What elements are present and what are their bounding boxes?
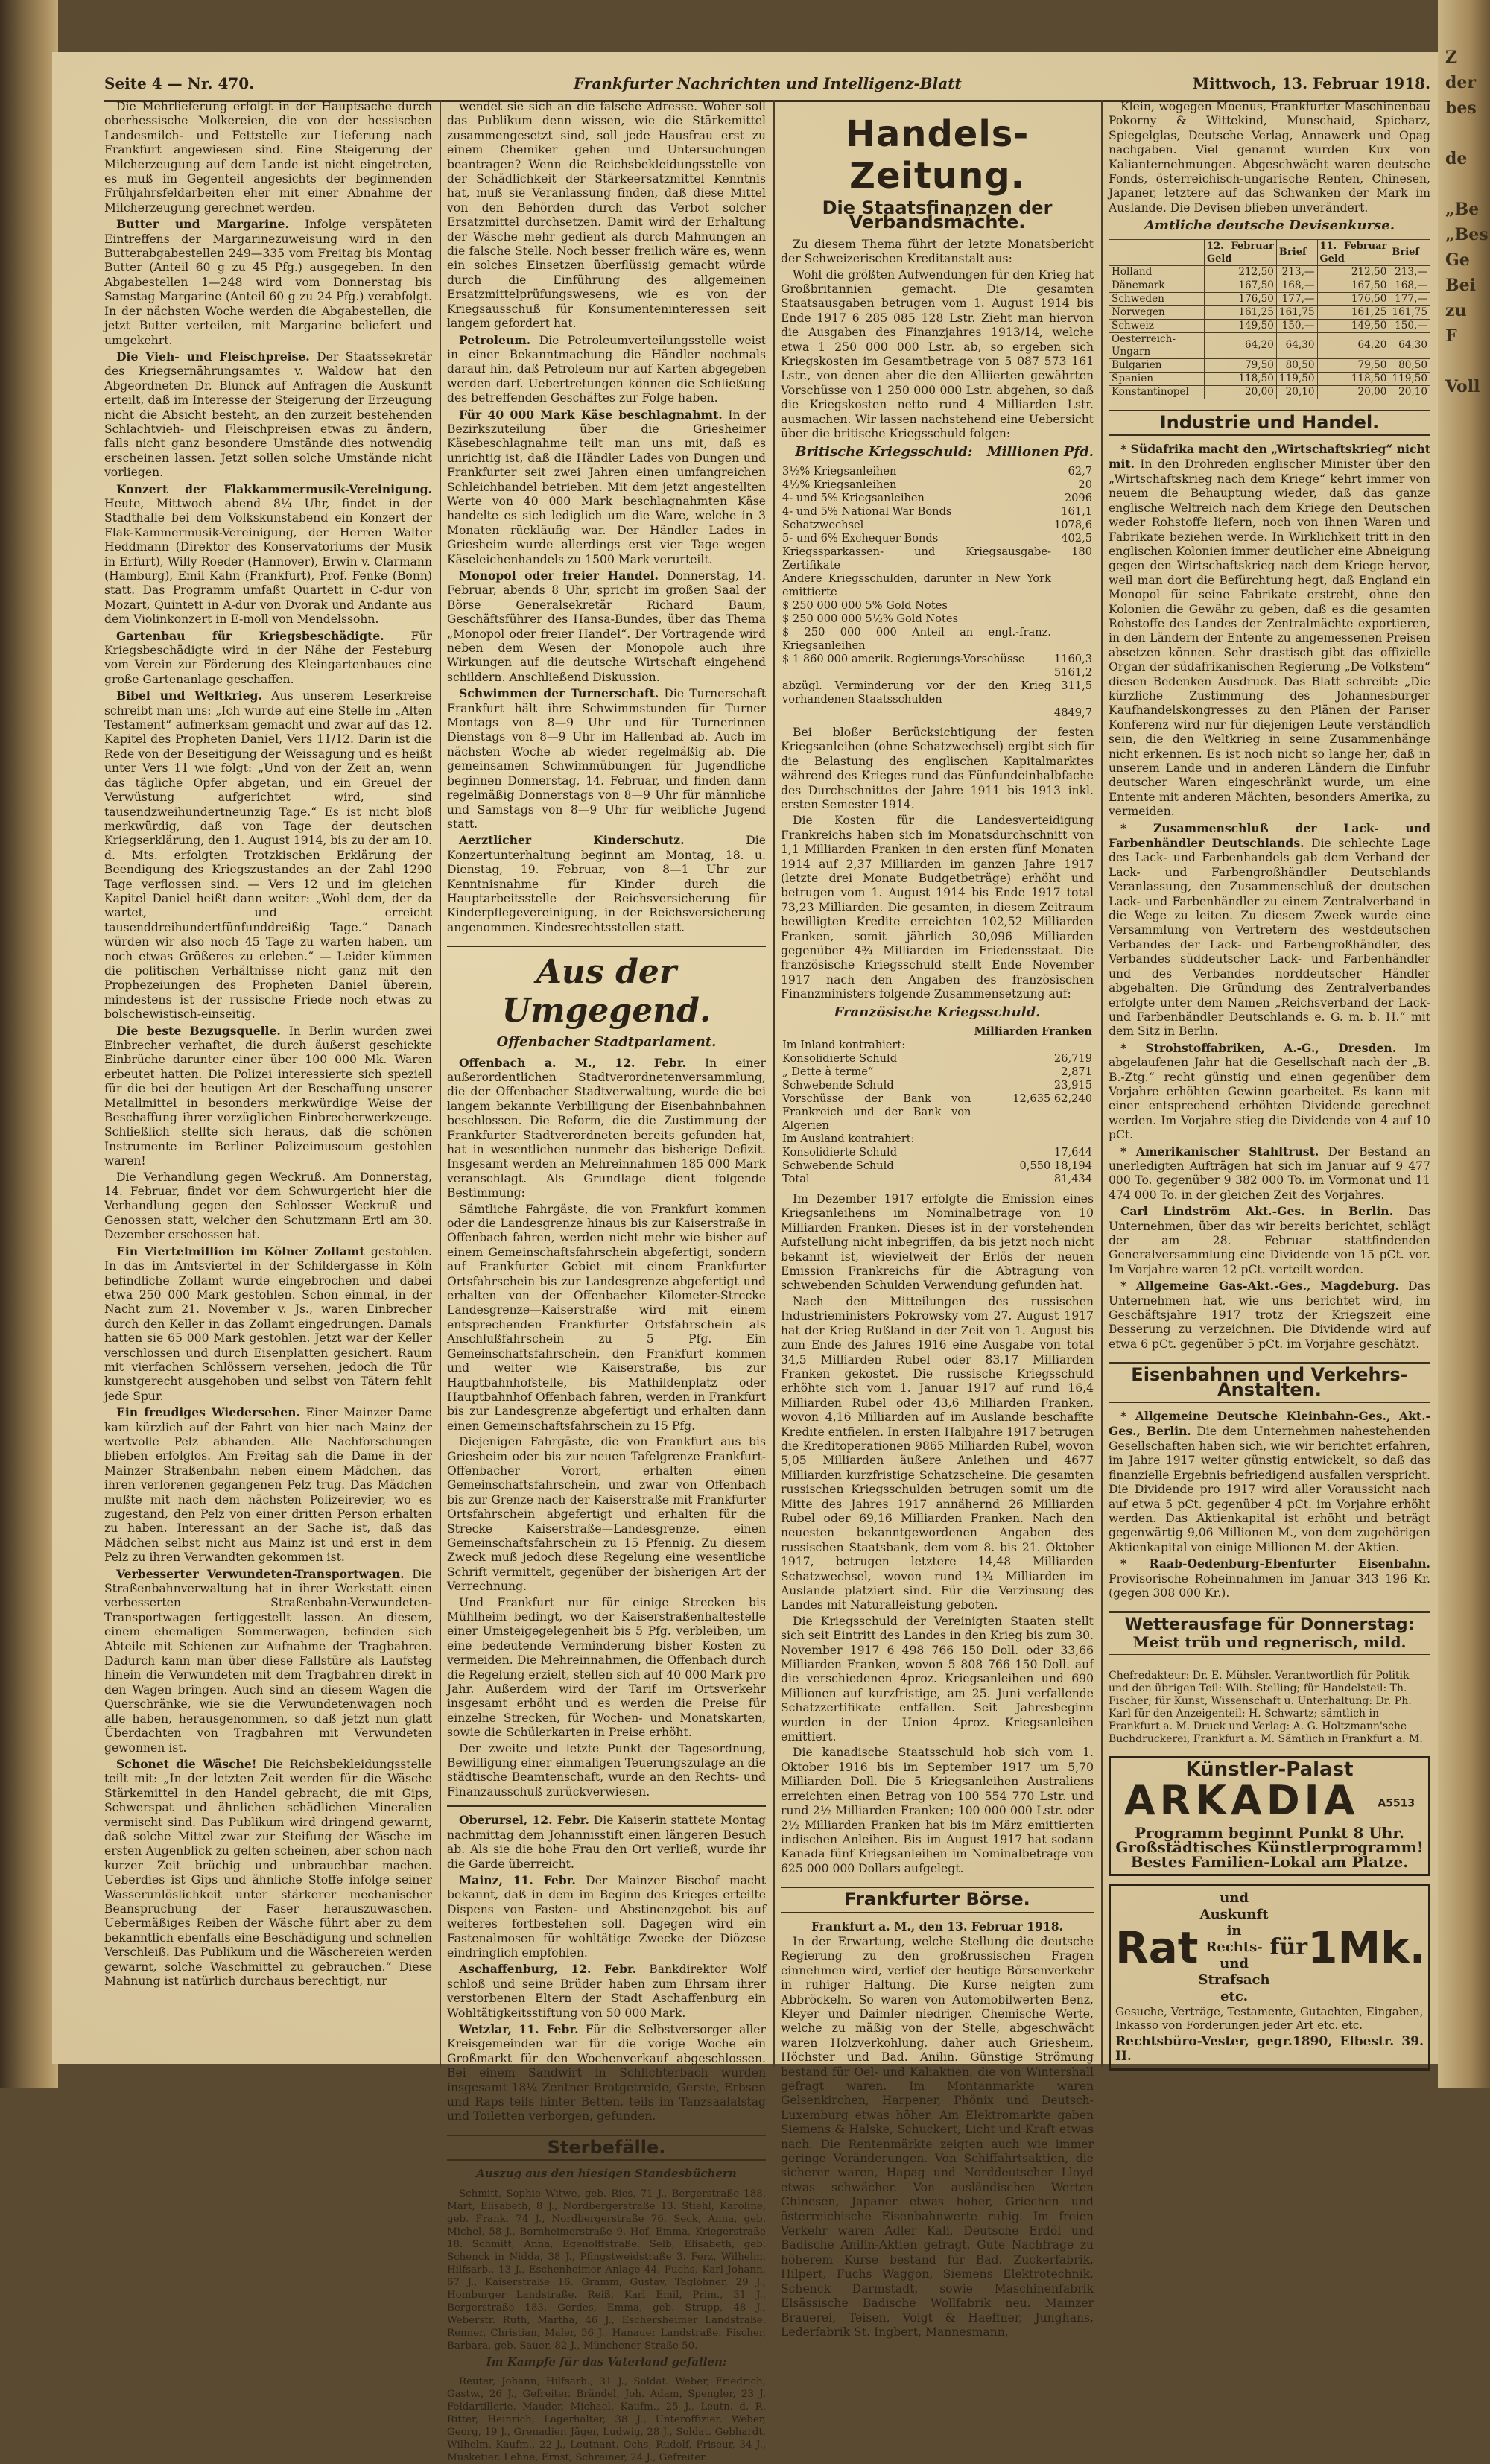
table-cell: Im Ausland kontrahiert:: [782, 1133, 915, 1146]
table-header-cell: [781, 1025, 972, 1039]
article-paragraph: Die Kosten für die Landesverteidigung Frankreichs haben sich im Monatsdurchschnitt von 1,1 Milliarden Franken in den ersten fünf Monaten 1914 auf 2,37 Milliarden im ganzen Jahre 1917 (letzte drei Monate Budgetbeträge) erhöht und betrugen vom 1. August 1914 bis Ende 1917 total 73,23 Milliarden. Die gesamten, in diesem Zeitraum bewilligten Kredite erreichten 102,52 Milliarden Franken, somit jährlich 30,096 Milliarden gegenüber 4¾ Milliarden im Friedensstaat. Die französische Kriegsschuld stellt Ende November 1917 nach den Angaben des französischen Finanzministers folgende Zusammensetzung auf:: [781, 814, 1094, 1001]
table-cell: 161,75: [1389, 305, 1430, 319]
article-paragraph: Und Frankfurt nur für einige Strecken bis Mühlheim bedingt, wo der Kaiserstraßenhaltestelle einer Umsteigegelegenheit bis 5 Pfg. verbleiben, um eine bedeutende Verminderung bisher Kosten zu vermeiden. Die Mehreinnahmen, die Offenbach durch die Regelung erzielt, stellen sich auf 40 000 Mark pro Jahr. Außerdem wird der Tarif im Ortsverkehr insgesamt erhöht und es werden die Preise für einzelne Strecken, für Wochen- und Monatskarten, sowie die Schülerkarten in Preise erhöht.: [447, 1595, 766, 1740]
adjacent-page-letters: Z der bes de „Be „Bes Ge Bei zu F Voll: [1445, 48, 1489, 396]
table-row: [781, 666, 1094, 680]
table-cell: 150,—: [1389, 319, 1430, 332]
table-row: [781, 1173, 1094, 1186]
table-cell: 26,719: [1053, 1052, 1092, 1065]
rechtsbuero-advertisement: [1109, 1884, 1430, 2071]
table-cell: 167,50: [1317, 279, 1389, 292]
column-commerce: [1109, 100, 1430, 2067]
article-headline: Die Vieh- und Fleischpreise.: [116, 349, 310, 364]
table-row: [781, 599, 1094, 612]
article-headline: Petroleum.: [459, 332, 531, 347]
article-paragraph: Monopol oder freier Handel. Donnerstag, 14. Februar, abends 8 Uhr, spricht im großen Saal der Börse Generalsekretär Richard Baum, Geschäftsführer des Hansa-Bundes, über das Thema „Monopol oder freier Handel“. Der Vortragende wird neben dem Wesen der Monopole auch ihre Wirkungen auf die deutsche Wirtschaft eingehend schildern. Anschließend Diskussion.: [447, 569, 766, 684]
adjacent-page-edge: [1438, 0, 1490, 2088]
article-paragraph: Die beste Bezugsquelle. In Berlin wurden zwei Einbrecher verhaftet, die durch äußerst geschickte Einbrüche darunter einer über 100 000 Mk. Waren erbeutet hatten. Die Polizei interessierte sich speziell für die bei der heutigen Art der Beschaffung unserer Metallmittel in besonders merkwürdige Weise der Beschaffung ihrer vorzüglichen Einbrecherwerkzeuge. Schließlich stellte sich heraus, daß die schönen Instrumente im Berliner Polizeimuseum gestohlen waren!: [104, 1023, 432, 1168]
death-notices: Schmitt, Sophie Witwe, geb. Ries, 71 J., Bergerstraße 188. Mart, Elisabeth, 8 J., Nordbergerstraße 13. Stiehl, Karoline, geb. Frank, 74 J., Nordbergerstraße 76. Seck, Anna, geb. Michel, 58 J., Bornheimerstraße 9. Hof, Emma, Kriegerstraße 18. Schmitt, Anna, Egenolffstraße. Selb, Elisabeth, geb. Schenck in Nidda, 38 J., Pfingstweidstraße 3. Ferz, Wilhelm, Hilfsarb., 13 J., Eschenheimer Anlage 44. Fuchs, Karl Johann, 67 J., Kaiserstraße 16. Gramm, Gustav, Taglöhner, 29 J., Homburger Landstraße. Reiß, Karl Emil, Prim., 31 J., Bergerstraße 183. Gerdes, Emma, geb. Strupp, 48 J., Weberstr. Ruth, Martha, 46 J., Eschersheimer Landstraße. Renner, Christian, Maler, 56 J., Hanauer Landstraße. Fischer, Barbara, geb. Sauer, 82 J., Münchener Straße 50.: [447, 2188, 766, 2351]
table-cell: $ 1 860 000 amerik. Regierungs-Vorschüsse: [782, 652, 1025, 665]
book-binding: [0, 0, 58, 2088]
table-cell: 161,25: [1317, 305, 1389, 319]
table-row: [781, 1133, 1094, 1146]
table-cell: $ 250 000 000 5½% Gold Notes: [782, 612, 958, 625]
weather-title: Wetterausfage für Donnerstag:: [1124, 1615, 1415, 1635]
table-cell: 119,50: [1276, 372, 1317, 385]
article-paragraph: Petroleum. Die Petroleumverteilungsstelle weist in einer Bekanntmachung die Händler nochmals darauf hin, daß Petroleum nur auf Karten abgegeben werden darf. Uebertretungen können die Schließung des betreffenden Geschäftes zur Folge haben.: [447, 332, 766, 405]
table-cell: Total: [782, 1173, 810, 1186]
column-local-news: [104, 100, 432, 2067]
article-paragraph: * Allgemeine Gas-Akt.-Ges., Magdeburg. Das Unternehmen hat, wie uns berichtet wird, im Geschäftsjahre 1917 trotz der Kriegszeit eine Besserung zu verzeichnen. Die Dividende wird auf etwa 6 pCt. gegenüber 5 pCt. im Vorjahre geschätzt.: [1109, 1279, 1430, 1351]
article-paragraph: Carl Lindström Akt.-Ges. in Berlin. Das Unternehmen, über das wir bereits berichtet, schlägt der am 28. Februar stattfindenden Generalversammlung eine Dividende von 15 pCt. vor. Im Vorjahre waren 12 pCt. verteilt worden.: [1109, 1204, 1430, 1276]
article-headline: Ein Viertelmillion im Kölner Zollamt: [116, 1244, 365, 1258]
table-cell: 402,5: [1061, 531, 1092, 545]
table-row: [1109, 358, 1430, 372]
table-cell: 213,—: [1389, 265, 1430, 279]
table-cell: 20,10: [1389, 385, 1430, 399]
ad-program-start: Programm beginnt Punkt 8 Uhr.: [1135, 1823, 1404, 1842]
table-cell: Vorschüsse der Bank von Frankreich und der Bank von Algerien: [782, 1092, 971, 1133]
boerse-report-continued: Klein, wogegen Moenus, Frankfurter Maschinenbau Pokorny & Wittekind, Munschaid, Spicharz, Spiegelglas, Deutsche Verlag, Annawerk und Opag nachgaben. Viel genannt wurden Kux von Kalianternehmungen. Abgeschwächt waren deutsche Fonds, österreichisch-ungarische Renten, Chinesen, Japaner, letztere auf das Schwanken der Mark im Auslande. Die Devisen blieben unverändert.: [1109, 100, 1430, 215]
article-paragraph: Die Mehrlieferung erfolgt in der Hauptsache durch oberhessische Molkereien, die von der hessischen Landesmilch- und Fettstelle zur Lieferung nach Frankfurt angewiesen sind. Eine Steigerung der Milcherzeugung auf dem Lande ist nicht eingetreten, es muß im Gegenteil angesichts der beginnenden Frühjahrsfeldarbeiten eher mit einer Abnahme der Milcherzeugung gerechnet werden.: [104, 100, 432, 215]
weather-box: [1109, 1611, 1430, 1656]
table-row: [1109, 372, 1430, 385]
table-cell: 1078,6: [1053, 518, 1092, 531]
divider: [447, 1805, 766, 1807]
table-cell: Kriegssparkassen- und Kriegsausgabe-Zertifikate: [782, 545, 1051, 571]
article-paragraph: Bei bloßer Berücksichtigung der festen Kriegsanleihen (ohne Schatzwechsel) ergibt sich für die Belastung des englischen Kapitalmarktes während des Krieges rund das Fünfundeinhalbfache des Durchschnittes der Jahre 1911 bis 1913 inkl. ersten Semester 1914.: [781, 725, 1094, 811]
boerse-report: In der Erwartung, welche Stellung die deutsche Regierung zu den großrussischen Fragen einnehmen wird, verlief der heutige Börsenverkehr in ruhiger Haltung. Die Kurse neigten zum Abbröckeln. So waren von Automobilwerten Benz, Kleyer und Daimler niedriger. Chemische Werte, welche zu mäßig von der Stelle, abgeschwächt waren Holzverkohlung, daher auch Griesheim, Höchster und Bad. Anilin. Günstige Strömung bestand für Oel- und Kaliaktien, die von Wintershall gefragt waren. Im Montanmarkte waren Gelsenkirchen, Harpener, Phönix und Deutsch-Luxemburg etwas höher. Am Elektromarkte gaben Siemens & Halske, Schuckert, Licht und Kraft etwas nach. Die Rentenmärkte zeigten auch wie immer geringe Veränderungen. Von Schiffahrtsaktien, die sicherer waren, Hapag und Norddeutscher Lloyd etwas schwächer. Von ausländischen Werten Chinesen, Japaner etwas höher, Griechen und österreichische Eisenbahnwerte ruhig. Im freien Verkehr waren Adler Kali, Deutsche Erdöl und Badische Anilin-Aktien gefragt. Gute Nachfrage zu höherem Kurse bestand für Bad. Zuckerfabrik, Hilpert, Fuchs Waggon, Siemens Elektrotechnik, Schenck Darmstadt, sowie Maschinenfabrik Elsässische Badische Wollfabrik neu. Mainzer Brauerei, Teisen, Voigt & Haeffner, Junghans, Lederfabrik St. Ingbert, Mannesmann,: [781, 1934, 1094, 2339]
devisen-table: [1109, 239, 1430, 399]
table-cell: 64,20: [1205, 332, 1277, 358]
table-cell: 176,50: [1317, 292, 1389, 305]
table-cell: [1053, 612, 1094, 626]
ad-services: Gesuche, Verträge, Testamente, Gutachten, Eingaben, Inkasso von Forderungen jeder Art etc. etc.: [1115, 2005, 1424, 2033]
table-cell: 4849,7: [1053, 706, 1092, 719]
table-row: [781, 1039, 1094, 1052]
table-row: [781, 519, 1094, 532]
table-cell: 149,50: [1317, 319, 1389, 332]
table-cell: 80,50: [1276, 358, 1317, 372]
table-cell: $ 250 000 000 Anteil an engl.-franz. Kriegsanleihen: [782, 625, 1051, 652]
table-row: [1109, 265, 1430, 279]
boerse-date: Frankfurt a. M., den 13. Februar 1918.: [811, 1919, 1063, 1933]
table-cell: Konsolidierte Schuld: [782, 1052, 898, 1065]
table-cell: Oesterreich-Ungarn: [1109, 332, 1205, 358]
table-cell: 149,50: [1205, 319, 1277, 332]
table-row: [781, 1052, 1094, 1065]
table-cell: Spanien: [1109, 372, 1205, 385]
article-paragraph: Nach den Mitteilungen des russischen Industrieministers Pokrowsky vom 27. August 1917 hat der Krieg Rußland in der Zeit von 1. August bis zum Ende des Jahres 1916 eine Ausgabe von total 34,5 Milliarden Rubel oder 83,17 Milliarden Franken gekostet. Die russische Kriegsschuld erhöhte sich vom 1. Januar 1917 auf rund 16,4 Milliarden Rubel oder 43,6 Milliarden Franken, wovon 4,16 Milliarden auf im Auslande beschaffte Kredite entfielen. In ersten Halbjahre 1917 betrugen die Kreditoperationen 9865 Milliarden Rubel, wovon 5,05 Milliarden äußere Anleihen und 4677 Milliarden kurzfristige Schatzscheine. Die gesamten russischen Kriegsschulden betrugen somit um die Mitte des Jahres 1917 annähernd 26 Milliarden Rubel oder 69,16 Milliarden Franken. Nach den neuesten bekanntgewordenen Angaben des russischen Staatsbank, dem vom 8. bis 21. Oktober 1917, betrugen letztere 14,48 Milliarden Schatzwechsel, wovon rund 1¾ Milliarden im Auslande platziert sind. Für die Verzinsung des Landes mit Naturalleistung geboten.: [781, 1294, 1094, 1612]
section-title: Aus der Umgegend.: [447, 946, 766, 1030]
article-headline: Konzert der Flakkammermusik-Vereinigung.: [116, 481, 432, 496]
table-cell: $ 250 000 000 5% Gold Notes: [782, 598, 948, 612]
article-headline: Carl Lindström Akt.-Ges. in Berlin.: [1120, 1204, 1394, 1219]
article-headline: Butter und Margarine.: [116, 217, 289, 232]
table-cell: 118,50: [1205, 372, 1277, 385]
handels-zeitung-title: Handels-Zeitung.: [845, 113, 1030, 197]
table-row: [781, 1146, 1094, 1159]
table-cell: 177,—: [1389, 292, 1430, 305]
table-row: [1109, 385, 1430, 399]
ad-fuer: für: [1269, 1934, 1308, 1961]
article-paragraph: Im Dezember 1917 erfolgte die Emission eines Kriegsanleihens im Nominalbetrage von 10 Milliarden Franken. Dieses ist in der vorstehenden Aufstellung nicht inbegriffen, da bis jetzt noch nicht bekannt ist, wievielweit der Erlös der neuen Emission Frankreichs für die Abtragung von schwebenden Schulden Verwendung gefunden hat.: [781, 1192, 1094, 1293]
table-row: [781, 706, 1094, 720]
table-cell: Schweiz: [1109, 319, 1205, 332]
table-cell: 17,644: [1053, 1146, 1092, 1159]
table-cell: 177,—: [1276, 292, 1317, 305]
table-cell: [781, 706, 1053, 720]
table-cell: 118,50: [1317, 372, 1389, 385]
table-cell: 0,550 18,194: [1019, 1159, 1092, 1173]
article-headline: * Zusammenschluß der Lack- und Farbenhändler Deutschlands.: [1109, 820, 1430, 851]
table-cell: Andere Kriegsschulden, darunter in New York emittierte: [782, 571, 1051, 598]
table-cell: 150,—: [1276, 319, 1317, 332]
table-header-cell: 12. Februar Geld: [1205, 239, 1277, 265]
table-cell: 4½% Kriegsanleihen: [782, 478, 897, 491]
section-subtitle: Offenbacher Stadtparlament.: [496, 1034, 717, 1051]
article-paragraph: Zu diesem Thema führt der letzte Monatsbericht der Schweizerischen Kreditanstalt aus:: [781, 237, 1094, 266]
staatsfinanzen-subtitle: Die Staatsfinanzen der Verbandsmächte.: [822, 197, 1053, 233]
article-headline: Aschaffenburg, 12. Febr.: [459, 1962, 637, 1977]
article-paragraph: Mainz, 11. Febr. Der Mainzer Bischof macht bekannt, daß in dem im Beginn des Krieges erteilte Dispens von Fasten- und Abstinenzgebot bis auf weiteres fortbestehen soll. Dagegen wird ein Fastenalmosen für wohltätige Zwecke der Diözese eindringlich empfohlen.: [447, 1872, 767, 1960]
article-headline: Verbesserter Verwundeten-Transportwagen.: [116, 1566, 405, 1581]
table-row: [1109, 332, 1430, 358]
table-row: [1109, 305, 1430, 319]
table-cell: 213,—: [1276, 265, 1317, 279]
table-row: [781, 572, 1094, 599]
french-debt-table: [781, 1025, 1094, 1186]
table-cell: 212,50: [1205, 265, 1277, 279]
article-paragraph: Die Verhandlung gegen Weckruß. Am Donnerstag, 14. Februar, findet vor dem Schwurgericht hier die Verhandlung gegen den Schlosser Weckruß und Genossen statt, welcher den Schutzmann Ertl am 30. Dezember erschossen hat.: [104, 1170, 432, 1242]
table-cell: 2096: [1064, 491, 1092, 504]
table-cell: „ Dette à terme“: [782, 1065, 874, 1079]
eisenbahnen-title: Eisenbahnen und Verkehrs-Anstalten.: [1109, 1362, 1430, 1403]
article-headline: Schonet die Wäsche!: [116, 1756, 257, 1771]
ad-price: 1Mk.: [1307, 1922, 1426, 1974]
article-paragraph: Offenbach a. M., 12. Febr. In einer außerordentlichen Stadtverordnetenversammlung, die der Offenbacher Stadtverwaltung, wurde die bei langem bekannte Verbilligung der Eisenbahnbahnen beschlossen. Die Reform, die die Zustimmung der Frankfurter Stadtverordneten bereits gefunden hat, hat in wesentlichen nunmehr das bisherige Defizit. Insgesamt werden an Mehreinnahmen 185 000 Mark veranschlagt. Als Grundlage dient folgende Bestimmung:: [447, 1055, 767, 1200]
table-cell: 161,75: [1276, 305, 1317, 319]
frankfurter-boerse-title: Frankfurter Börse.: [781, 1887, 1094, 1913]
article-headline: * Raab-Oedenburg-Ebenfurter Eisenbahn.: [1120, 1556, 1430, 1571]
table-cell: Im Inland kontrahiert:: [782, 1039, 906, 1052]
table-cell: 64,30: [1276, 332, 1317, 358]
column-rule: [1101, 100, 1103, 2067]
table-cell: 79,50: [1317, 358, 1389, 372]
article-headline: * Amerikanischer Stahltrust.: [1120, 1144, 1319, 1159]
table-cell: 161,1: [1061, 504, 1092, 518]
article-paragraph: Der zweite und letzte Punkt der Tagesordnung, Bewilligung einer einmaligen Teuerungszulage an die städtische Beamtenschaft, wurde an den Rechts- und Finanzausschuß zurückverwiesen.: [447, 1741, 766, 1799]
table-row: [781, 505, 1094, 519]
table-cell: 80,50: [1389, 358, 1430, 372]
article-paragraph: * Zusammenschluß der Lack- und Farbenhändler Deutschlands. Die schlechte Lage des Lack- und Farbenhandels gab dem Verband der Lack- und Farbengroßhändler Deutschlands Veranlassung, den Zusammenschluß der deutschen Lack- und Farbenhändler zu einem Zentralverband in die Wege zu leiten. Zu diesem Zweck wurde eine Versammlung von Vertretern des westdeutschen Verbandes der Lack- und Farbengroßhändler, des Verbandes süddeutscher Lack- und Farbenhändler und des Verbandes norddeutscher Händler abgehalten. Die Gründung des Zentralverbandes erfolgte unter dem Namen „Reichsverband der Lack- und Farbenhändler Deutschlands e. G. m. b. H.“ mit dem Sitz in Berlin.: [1109, 820, 1430, 1039]
table-row: [781, 492, 1094, 505]
table-row: [781, 545, 1094, 572]
article-paragraph: Wetzlar, 11. Febr. Für die Selbstversorger aller Kreisgemeinden war für die vorige Woche ein Großmarkt für den Wochenverkauf abgeschlossen. Bei einem Sandwirt in Schlichterbach wurden insgesamt 18¼ Zentner Brotgetreide, Gerste, Erbsen und Raps teils hinter Betten, teils im Tanzsaalalstag und Toiletten verborgen, gefunden.: [447, 2021, 766, 2123]
table-cell: [972, 1133, 1094, 1146]
table-row: [781, 626, 1094, 653]
ad-family-venue: Bestes Familien-Lokal am Platze.: [1130, 1852, 1409, 1871]
section-subtitle: Im Kampfe für das Vaterland gefallen:: [486, 2354, 727, 2369]
table-cell: Bulgarien: [1109, 358, 1205, 372]
british-debt-table: [781, 465, 1094, 720]
table-cell: 62,7: [1068, 464, 1092, 478]
table-cell: 5- und 6% Exchequer Bonds: [782, 531, 939, 545]
page-header: [104, 69, 1430, 102]
ad-rat-details: und Auskunft in Rechts- und Strafsach etc.: [1198, 1890, 1270, 2005]
devisen-title: Amtliche deutsche Devisenkurse.: [1144, 218, 1395, 234]
ad-rat: Rat: [1115, 1922, 1199, 1974]
table-cell: Norwegen: [1109, 305, 1205, 319]
table-cell: 1160,3: [1053, 652, 1092, 665]
table-row: [781, 478, 1094, 492]
table-cell: 20,10: [1276, 385, 1317, 399]
table-cell: [1053, 599, 1094, 612]
table-header-cell: [1109, 239, 1205, 265]
article-paragraph: Die kanadische Staatsschuld hob sich vom 1. Oktober 1916 bis im September 1917 um 5,70 Milliarden Doll. Die 5 Kriegsanleihen Australiens erreichten einen Betrag von 100 554 770 Lstr. und rund 2½ Milliarden Franken; 100 000 000 Lstr. oder 2½ Milliarden Franken hat bis im März emittierten indischen Anleihen. Bis im August 1917 hat sodann Kanada fünf Kriegsanleihen im Nominalbetrage von 625 000 000 Dollars aufgelegt.: [781, 1746, 1094, 1875]
table-cell: 79,50: [1205, 358, 1277, 372]
ad-program-kind: Großstädtisches Künstlerprogramm!: [1115, 1838, 1424, 1857]
article-headline: Wetzlar, 11. Febr.: [459, 2021, 579, 2036]
table-cell: [1053, 572, 1094, 599]
article-paragraph: Sämtliche Fahrgäste, die von Frankfurt kommen oder die Landesgrenze hinaus bis zur Kaiserstraße in Offenbach fahren, werden nicht mehr wie bisher auf einem Gemeinschaftsfahrschein abgefertigt, sondern auf Frankfurter Gebiet mit einem Frankfurter Ortsfahrschein bis zur Landesgrenze abgefertigt und erhalten von der Offenbacher Kilometer-Strecke Landesgrenze—Kaiserstraße wird mit einem entsprechenden Frankfurter Ortsfahrschein als Anschlußfahrschein zu 5 Pfg. Ein Gemeinschaftsfahrschein, den Frankfurt kommen und weiter wie Kaiserstraße, bis zur Hauptbahnhofstelle, bis Mathildenplatz oder Hauptbahnhof Offenbach fahren, werden in Frankfurt bis zur Landesgrenze abgefertigt und erhalten dann einen Gemeinschaftsfahrschein zu 15 Pfg.: [447, 1202, 766, 1433]
table-cell: 81,434: [1053, 1173, 1092, 1186]
article-paragraph: Verbesserter Verwundeten-Transportwagen. Die Straßenbahnverwaltung hat in ihrer Werkstatt einen verbesserten Straßenbahn-Verwundeten-Transportwagen fertiggestellt lassen. An diesem, einem ehemaligen Sommerwagen, befinden sich Abteile mit Schienen zur Aufnahme der Tragbahren. Dadurch kann man über diese Fallstüre als Laufsteg hinein die Verwundeten mit dem Tragbahren direkt in den Wagen bringen. Auch sind an diesem Wagen die Querschränke, wie sie die Verwundetenwagen noch alle haben, herausgenommen, so daß jetzt nun glatt Überdachten von Tragbahren mit Verwundeten gewonnen ist.: [104, 1566, 432, 1755]
article-headline: * Südafrika macht den „Wirtschaftskrieg“ nicht mit.: [1109, 442, 1430, 472]
section-title: Sterbefälle.: [447, 2135, 766, 2161]
article-paragraph: Aschaffenburg, 12. Febr. Bankdirektor Wolf schloß und seine Brüder haben zum Ehrsam ihrer verstorbenen Eltern der Stadt Aschaffenburg ein Wohltätigkeitsstiftung von 50 000 Mark.: [447, 1962, 766, 2020]
table-cell: Schatzwechsel: [782, 518, 864, 531]
section-subtitle: Auszug aus den hiesigen Standesbüchern: [476, 2167, 737, 2181]
table-cell: 23,915: [1053, 1079, 1092, 1092]
article-headline: Ein freudiges Wiedersehen.: [116, 1405, 300, 1420]
article-paragraph: Die Kriegsschuld der Vereinigten Staaten stellt sich seit Eintritt des Landes in den Krieg bis zum 30. November 1917 6 498 766 150 Doll. oder 33,66 Milliarden Franken, wovon 5 808 766 150 Doll. auf die verschiedenen 4proz. Kriegsanleihen und 690 Millionen auf kurzfristige, am 25. Juni verfallende Schatzzertifikate entfallen. Seit Jahresbeginn wurden in der Union 4proz. Kriegsanleihen emittiert.: [781, 1614, 1094, 1744]
british-debt-unit: Millionen Pfd.: [986, 443, 1094, 460]
table-cell: 20: [1078, 478, 1092, 491]
column-region-news: [447, 100, 767, 2464]
table-cell: Dänemark: [1109, 279, 1205, 292]
article-paragraph: Schwimmen der Turnerschaft. Die Turnerschaft Frankfurt hält ihre Schwimmstunden für Turner Montags von 8—9 Uhr und für Turnerinnen Dienstags von 8—9 Uhr im Hallenbad ab. Auch im nächsten Woche ab wieder regelmäßig ab. Die gemeinsamen Schwimmübungen für Jugendliche beginnen Donnerstag, 14. Februar, und finden dann regelmäßig Donnerstags von 8—9 Uhr für männliche und Samstags von 8—9 Uhr für weibliche Jugend statt.: [447, 686, 767, 831]
article-paragraph: Die Vieh- und Fleischpreise. Der Staatssekretär des Kriegsernährungsamtes v. Waldow hat den Abgeordneten Dr. Blunck auf Anfragen die Auskunft erteilt, daß im Interesse der Steigerung der Erzeugung nicht die Absicht besteht, an den zurzeit bestehenden Schlachtvieh- und Fleischpreisen etwas zu ändern, falls nicht ganz besondere Umstände dies notwendig erscheinen lassen. Jetzt sollen solche Umstände nicht vorliegen.: [104, 349, 432, 480]
table-cell: Holland: [1109, 265, 1205, 279]
table-cell: Schweden: [1109, 292, 1205, 305]
article-paragraph: Konzert der Flakkammermusik-Vereinigung. Heute, Mittwoch abend 8¼ Uhr, findet in der Stadthalle bei dem Volkskunstabend ein Konzert der Flak-Kammermusik-Vereinigung, der Herren Walter Heddmann (Direktor des Konservatoriums der Musik in Erfurt), Willy Roeder (Hannover), Erwin v. Clarmann (Hamburg), Emil Kahn (Frankfurt), Prof. Fenke (Bonn) statt. Das Programm umfaßt Quartett in C-dur von Mozart, Quintett in A-dur von Dvorak und Andante aus dem Violinkonzert in E-moll von Mendelssohn.: [104, 481, 432, 627]
table-cell: 167,50: [1205, 279, 1277, 292]
article-paragraph: Oberursel, 12. Febr. Die Kaiserin stattete Montag nachmittag dem Johannisstift einen längeren Besuch ab. Als sie die hohe Frau den Ort verließ, wurde ihr die Garde überreicht.: [447, 1813, 766, 1871]
article-headline: * Strohstoffabriken, A.-G., Dresden.: [1120, 1040, 1397, 1055]
table-cell: 64,20: [1317, 332, 1389, 358]
table-cell: 4- und 5% Kriegsanleihen: [782, 491, 925, 504]
table-row: [781, 465, 1094, 478]
table-row: [1109, 319, 1430, 332]
table-row: [781, 1065, 1094, 1079]
column-rule: [773, 100, 775, 2067]
table-header-cell: 11. Februar Geld: [1317, 239, 1389, 265]
ad-arkadia-name: ARKADIA A5513: [1123, 1776, 1416, 1824]
article-headline: Monopol oder freier Handel.: [459, 569, 659, 583]
article-paragraph: Wohl die größten Aufwendungen für den Krieg hat Großbritannien gemacht. Die gesamten Staatsausgaben betrugen vom 1. August 1914 bis Ende 1917 6 285 085 128 Lstr. Zieht man hiervon die Ausgaben des Finanzjahres 1913/14, welche etwa 1 250 000 000 Lstr. ab, so ergeben sich Kriegskosten im Gesamtbetrage von 5 087 573 161 Lstr., von denen aber die den Alliierten gewährten Vorschüsse von 1 250 000 000 Lstr. abgehen, so daß die Kriegskosten netto rund 4 Milliarden Lstr. ausmachen. Wir lassen nachstehend eine Uebersicht über die britische Kriegsschuld folgen:: [781, 267, 1094, 441]
table-cell: 4- und 5% National War Bonds: [782, 504, 952, 518]
article-headline: Gartenbau für Kriegsbeschädigte.: [116, 628, 384, 643]
article-headline: Die beste Bezugsquelle.: [116, 1023, 281, 1038]
column-rule: [440, 100, 441, 2067]
ad-arkadia-tag: A5513: [1378, 1796, 1416, 1809]
article-paragraph: * Südafrika macht den „Wirtschaftskrieg“ nicht mit. In den Drohreden englischer Minister über den „Wirtschaftskrieg nach dem Kriege“ kehrt immer von neuem die Behauptung wieder, daß das ganze englische Weltreich nach dem Kriege den Deutschen weder Rohstoffe liefern, noch von ihnen Waren und Fabrikate beziehen werde. In Wirklichkeit tritt in den englischen Kolonien immer deutlicher eine Abneigung gegen den Wirtschaftskrieg nach dem Kriege hervor, weil man dort die Befürchtung hegt, daß England ein Monopol für seine Fabrikate erstrebt, ohne den Kolonien die Gewähr zu geben, daß es die gesamten Rohstoffe des Landes der Zentralmächte exportieren, in den Ländern der Entente zu angemessenen Preisen absetzen können. Sehr drastisch gibt das offizielle Organ der südafrikanischen Regierung „De Volkstem“ diesen Bedenken Ausdruck. Das Blatt schreibt: „Die kürzliche Zustimmung des Johannesburger Kaufhandelskongresses zu den Plänen der Pariser Konferenz wird nur für diejenigen Leute verständlich sein, die den Weltkrieg in seine Zusammenhänge nicht erkennen. Es ist noch nicht so lange her, daß in unserem Lande und in anderen Ländern die Einfuhr deutscher Waren eingeschränkt wurde, um eine Entente mit anderen Mächten, besonders Amerika, zu vermeiden.: [1109, 442, 1430, 819]
table-cell: 12,635 62,240: [1012, 1092, 1092, 1106]
table-cell: 176,50: [1205, 292, 1277, 305]
table-header-cell: Milliarden Franken: [974, 1025, 1092, 1039]
table-cell: [781, 666, 1053, 680]
article-paragraph: Gartenbau für Kriegsbeschädigte. Für Kriegsbeschädigte wird in der Nähe der Festeburg vom Verein zur Förderung des Kleingartenbaues eine große Gartenanlage geschaffen.: [104, 628, 432, 686]
table-row: [781, 532, 1094, 545]
table-cell: Schwebende Schuld: [782, 1079, 894, 1092]
death-notices: Reuter, Johann, Hilfsarb., 31 J., Soldat. Weber, Friedrich, Gastw., 26 J., Gefreiter. Brändel, Joh. Adam, Spengler, 23 J. Feldartillerie. Mauder, Michael, Kaufm., 25 J., Leutn. d. R. Ritter, Heinrich, Lagerhalter, 38 J., Unteroffizier. Weber, Georg, 19 J., Grenadier. Jäger, Ludwig, 28 J., Soldat. Gebhardt, Wilhelm, Kaufm., 22 J., Leutnant. Ochs, Rudolf, Friseur, 34 J., Musketier. Lehne, Ernst, Schreiner, 24 J., Gefreiter.: [447, 2376, 766, 2464]
article-paragraph: Ein freudiges Wiedersehen. Einer Mainzer Dame kam kürzlich auf der Fahrt von hier nach Mainz der wertvolle Pelz abhanden. Alle Nachforschungen blieben erfolglos. Am Freitag sah die Dame in der Mainzer Straßenbahn neben einem Mädchen, das ihren verlorenen gegangenen Pelz trug. Das Mädchen mußte mit nach dem nächsten Polizeirevier, wo es zugestand, den Pelz von einer dritten Person erhalten zu haben. Interessant an der Sache ist, daß das Mädchen selbst nicht aus Mainz ist und erst in dem Pelz zu ihren Verwandten gekommen ist.: [104, 1405, 432, 1565]
article-paragraph: Für 40 000 Mark Käse beschlagnahmt. In der Bezirkszuteilung über die Griesheimer Käsebeschlagnahme teilt man uns mit, daß es unrichtig ist, daß die Händler Lades von Dungen und Frankfurter seit zwei Jahren einen umfangreichen Schleichhandel betrieben. Mit dem jetzt angestellten Werte von 40 000 Mark beschlagnahmten Käse handelte es sich lediglich um die Ware, welche in 3 Monaten rückläufig war. Der Händler Lades in Griesheim wurde allerdings erst vier Tage wegen Käseleichenhandels zu 1500 Mark verurteilt.: [447, 407, 767, 566]
article-paragraph: Butter und Margarine. Infolge verspäteten Eintreffens der Margarinezuweisung wird in den Butterabgabestellen 249—335 vom Freitag bis Montag Butter (Anteil 60 g zu 45 Pfg.) ausgegeben. In den Abgabestellen 1—248 wird vom Donnerstag bis Samstag Margarine (Anteil 60 g zu 24 Pfg.) verabfolgt. In der nächsten Woche werden die Abgabestellen, die jetzt Butter verteilen, mit Margarine beliefert und umgekehrt.: [104, 217, 432, 347]
article-paragraph: Aerztlicher Kinderschutz. Die Konzertunterhaltung beginnt am Montag, 18. u. Dienstag, 19. Februar, von 8—1 Uhr zur Kenntnisnahme für Kinder durch die Hauptarbeitsstelle der Reichsversicherung für Kinderpflegevereinigung, in der Reichsversicherung angenommen. Kindesrechtsstellen statt.: [447, 833, 766, 934]
article-paragraph: * Amerikanischer Stahltrust. Der Bestand an unerledigten Aufträgen hat sich im Januar auf 9 477 000 To. gegenüber 9 382 000 To. im Vormonat und 11 474 000 To. in der gleichen Zeit des Vorjahres.: [1109, 1144, 1430, 1202]
table-header-row: [1109, 239, 1430, 265]
table-cell: 5161,2: [1053, 665, 1092, 679]
table-row: [781, 680, 1094, 706]
arkadia-advertisement: [1109, 1756, 1430, 1876]
table-cell: 168,—: [1389, 279, 1430, 292]
table-cell: [972, 1039, 1094, 1052]
table-cell: Konsolidierte Schuld: [782, 1146, 898, 1159]
table-cell: 311,5: [1061, 679, 1092, 692]
weather-forecast: Meist trüb und regnerisch, mild.: [1132, 1632, 1407, 1651]
french-debt-title: Französische Kriegsschuld.: [834, 1004, 1041, 1020]
table-cell: 168,—: [1276, 279, 1317, 292]
table-row: [781, 1079, 1094, 1092]
table-header-cell: Brief: [1389, 239, 1430, 265]
article-headline: * Allgemeine Gas-Akt.-Ges., Magdeburg.: [1120, 1279, 1399, 1293]
ad-kuenstler-palast: Künstler-Palast: [1185, 1758, 1354, 1782]
article-paragraph: wendet sie sich an die falsche Adresse. Woher soll das Publikum denn wissen, wie die Stärkemittel zusammengesetzt sind, soll jede Hausfrau erst zu einem Chemiker gehen und Untersuchungen beantragen? Wenn die Reichsbekleidungsstelle von der Schädlichkeit der Stärkeersatzmittel Kenntnis hat, muß sie Veranlassung finden, daß diese Mittel von den Behörden durch das Verbot solcher Ersatzmittel durchsetzen. Damit wird der Erhaltung der Wäsche mehr gedient als durch Mahnungen an die falsche Stelle. Noch besser freilich wäre es, wenn ein solches Einsetzen überflüssig gemacht würde durch die Einführung des allgemeinen Ersatzmittelprüfungswesens, wie es von der Kriegsausschuß für Konsumenteninteressen seit langem gefordert hat.: [447, 100, 766, 331]
table-row: [1109, 292, 1430, 305]
article-headline: Für 40 000 Mark Käse beschlagnahmt.: [459, 407, 723, 422]
header-page-number: Seite 4 — Nr. 470.: [104, 75, 255, 92]
ad-address: Rechtsbüro-Vester, gegr.1890, Elbestr. 39. II.: [1115, 2034, 1424, 2064]
table-cell: Konstantinopel: [1109, 385, 1205, 399]
article-paragraph: * Allgemeine Deutsche Kleinbahn-Ges., Akt.-Ges., Berlin. Die dem Unternehmen nahestehenden Gesellschaften haben sich, wie wir berichtet erfahren, im Jahre 1917 weiter günstig entwickelt, so daß das finanzielle Ergebnis befriedigend ausfallen verspricht. Die Dividende pro 1917 wird aller Voraussicht nach auf etwa 5 pCt. gegenüber 4 pCt. im Vorjahre erhöht werden. Das Aktienkapital ist erhöht und beträgt gegenwärtig 9,06 Millionen M., von dem zugehörigen Aktienkapital von einige Millionen M. der Aktien.: [1109, 1409, 1430, 1554]
article-headline: Offenbach a. M., 12. Febr.: [459, 1055, 687, 1070]
table-cell: 119,50: [1389, 372, 1430, 385]
table-row: [1109, 279, 1430, 292]
article-paragraph: Ein Viertelmillion im Kölner Zollamt gestohlen. In das im Amtsviertel in der Schildergasse in Köln befindliche Zollamt wurde eingebrochen und dabei etwa 250 000 Mark gestohlen. Schon einmal, in der Nacht zum 21. November v. Js., waren Einbrecher durch den Keller in das Zollamt eingedrungen. Damals hatten sie 65 000 Mark gestohlen. Jetzt war der Keller verschlossen und durch Eisenplatten gesichert. Raum mit vierfachen Schlössern versehen, jedoch die Tür kunstgerecht ausgehoben und selbst von Tätern fehlt jede Spur.: [104, 1244, 432, 1403]
table-row: [781, 1092, 1094, 1133]
article-headline: Mainz, 11. Febr.: [459, 1872, 576, 1887]
column-handels-zeitung: [781, 100, 1094, 2339]
article-headline: * Allgemeine Deutsche Kleinbahn-Ges., Akt.-Ges., Berlin.: [1109, 1409, 1430, 1439]
article-paragraph: * Raab-Oedenburg-Ebenfurter Eisenbahn. Provisorische Roheinnahmen im Januar 343 196 Kr. (gegen 308 000 Kr.).: [1109, 1556, 1430, 1600]
table-header-cell: Brief: [1276, 239, 1317, 265]
article-paragraph: * Strohstoffabriken, A.-G., Dresden. Im abgelaufenen Jahr hat die Gesellschaft nach der „B. B.-Ztg.“ recht günstig und einen gegenüber dem Vorjahre erhöhten Gewinn gearbeitet. Es kann mit einer entsprechend erhöhten Dividende gerechnet werden. Im Vorjahre stieg die Dividende von 4 auf 10 pCt.: [1109, 1040, 1430, 1142]
table-cell: 3½% Kriegsanleihen: [782, 464, 897, 478]
article-headline: Schwimmen der Turnerschaft.: [459, 686, 659, 701]
article-headline: Bibel und Weltkrieg.: [116, 688, 262, 703]
header-masthead: Frankfurter Nachrichten und Intelligenz-Blatt: [574, 75, 962, 92]
article-paragraph: Schonet die Wäsche! Die Reichsbekleidungsstelle teilt mit: „In der letzten Zeit werden für die Wäsche Stärkemittel in den Handel gebracht, die mit Gips, Schwerspat und ähnlichen schädlichen Mineralien vermischt sind. Das Publikum wird dringend gewarnt, daß solche Mittel zwar zur Steifung der Wäsche im ersten Augenblick zu gelten scheinen, aber schon nach kurzer Zeit brüchig und unbrauchbar machen. Ueberdies ist Gips und ähnliche Stoffe infolge seiner Wasserunlöslichkeit unter stärkerer mechanischer Beanspruchung der Faser herauszuwaschen. Uebermäßiges Reiben der Wäsche führt aber zu dem bekanntlich ebenfalls eine Beschädigung und schnellen Verschleiß. Das Publikum und die Wäschereien werden gewarnt, solche Waschmittel zu gebrauchen.“ Diese Mahnung ist natürlich durchaus berechtigt, nur: [104, 1756, 433, 1988]
table-row: [781, 612, 1094, 626]
article-paragraph: Diejenigen Fahrgäste, die von Frankfurt aus bis Griesheim oder bis zur neuen Tafelgrenze Frankfurt-Offenbacher Vorort, erhalten einen Gemeinschaftsfahrschein, und zwar von Offenbach bis zur Grenze nach der Kaiserstraße mit Frankfurter Ortsfahrschein abgefertigt und erhalten für die Strecke Kaiserstraße—Landesgrenze, einen Gemeinschaftsfahrschein zu 15 Pfennig. Zu diesem Zweck muß jedoch diese Regelung eine wesentliche Schrift vermittelt, gegenüber der bisherigen Art der Verrechnung.: [447, 1435, 766, 1594]
table-row: [781, 1159, 1094, 1173]
article-paragraph: Bibel und Weltkrieg. Aus unserem Leserkreise schreibt man uns: „Ich wurde auf eine Stelle im „Alten Testament“ aufmerksam gemacht und zwar auf das 12. Kapitel des Propheten Daniel, Vers 11/12. Darin ist die Rede von der Beseitigung der Weissagung und es heißt unter Vers 11 wie folgt: „Und von der Zeit an, wenn das tägliche Opfer abgetan, und ein Greuel der Verwüstung aufgerichtet wird, sind tausendzweihundertneunzig Tage.“ Es ist nicht bloß merkwürdig, daß von Tage der deutschen Kriegserklärung, den 1. August 1914, bis zu der am 10. d. Mts. erfolgten Trotzkischen Erklärung der Beendigung des Kriegszustandes an der Zahl 1290 Tage verflossen sind. — Vers 12 und im gleichen Kapitel Daniel heißt dann weiter: „Wohl dem, der da wartet, und erreicht tausenddreihundertfünfunddreißig Tage.“ Danach würden wir also noch 45 Tage zu warten haben, um noch etwas Größeres zu erleben.“ — Leider kümmen die politischen Verhältnisse nicht ganz mit den Prophezeiungen des Propheten Daniel überein, mindestens ist der russische Friede noch etwas zu bolschewistisch-einseitig.: [104, 688, 432, 1022]
table-cell: 20,00: [1317, 385, 1389, 399]
table-cell: 180: [1071, 545, 1092, 558]
table-cell: Schwebende Schuld: [782, 1159, 894, 1173]
table-cell: 64,30: [1389, 332, 1430, 358]
table-cell: 212,50: [1317, 265, 1389, 279]
british-debt-title: Britische Kriegsschuld: Millionen Pfd.: [795, 443, 1094, 460]
imprint: Chefredakteur: Dr. E. Mühsler. Verantwortlich für Politik und den übrigen Teil: Wilh. Stelling; für Handelsteil: Th. Fischer; für Kunst, Wissenschaft u. Unterhaltung: Dr. Ph. Karl für den Anzeigenteil: H. Schwartz; sämtlich in Frankfurt a. M. Druck und Verlag: A. G. Holtzmann'sche Buchdruckerei, Frankfurt a. M. Sämtlich in Frankfurt a. M.: [1109, 1670, 1423, 1746]
table-cell: 20,00: [1205, 385, 1277, 399]
table-cell: [1053, 626, 1094, 653]
table-cell: abzügl. Verminderung vor der den Krieg vorhandenen Staatsschulden: [782, 679, 1051, 706]
industrie-handel-title: Industrie und Handel.: [1109, 410, 1430, 436]
table-header-row: [781, 1025, 1094, 1039]
table-cell: 161,25: [1205, 305, 1277, 319]
table-row: [781, 653, 1094, 666]
table-cell: 2,871: [1061, 1065, 1092, 1079]
article-headline: Oberursel, 12. Febr.: [459, 1813, 589, 1828]
header-date: Mittwoch, 13. Februar 1918.: [1192, 75, 1430, 92]
article-headline: Aerztlicher Kinderschutz.: [459, 833, 685, 848]
